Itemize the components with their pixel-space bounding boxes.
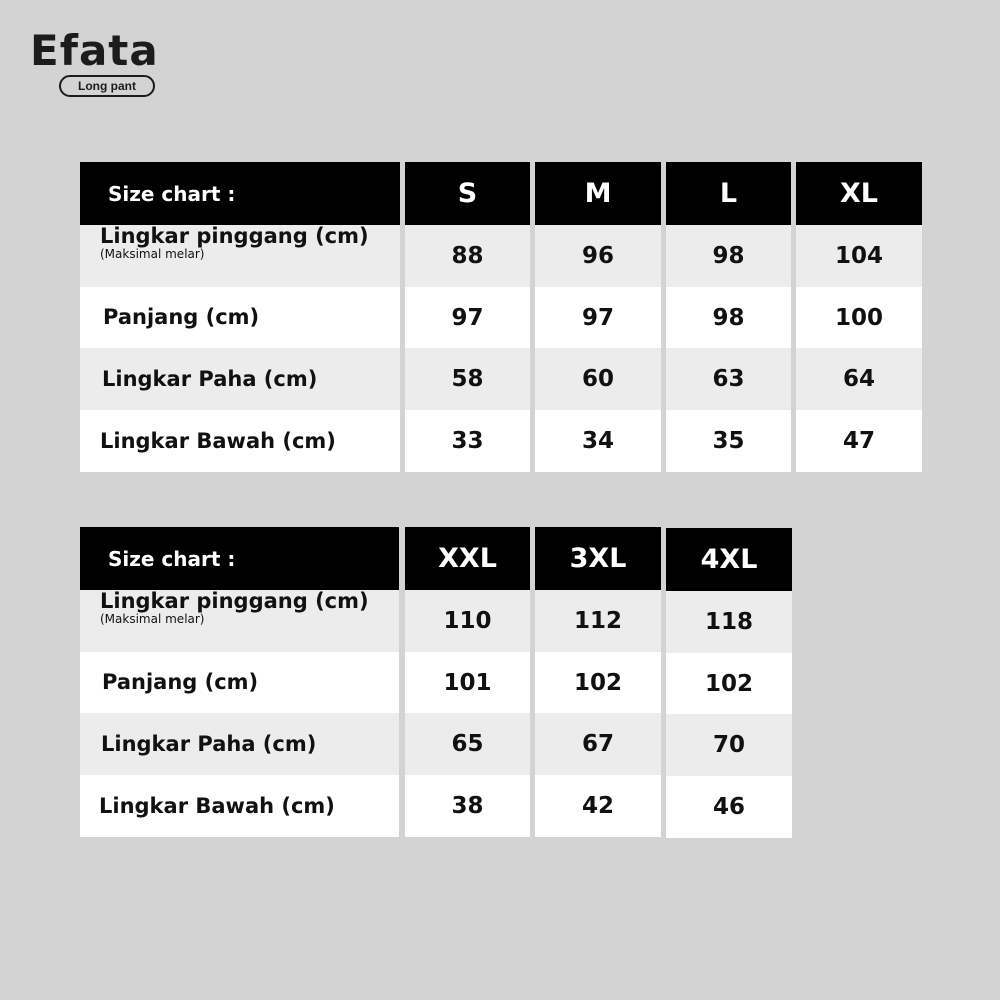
row-label-note: (Maksimal melar) — [100, 612, 205, 626]
row-label-length — [80, 287, 400, 348]
row-label-text: Lingkar pinggang (cm) — [100, 224, 369, 248]
value-cell: 35 — [666, 410, 791, 472]
size-header: S — [405, 162, 530, 225]
value-cell: 38 — [405, 775, 530, 837]
size-header: XXL — [405, 527, 530, 590]
value-cell: 98 — [666, 287, 791, 348]
size-chart-header-label: Size chart : — [80, 162, 400, 225]
value-cell: 96 — [535, 225, 661, 287]
value-cell: 58 — [405, 348, 530, 410]
value-cell: 42 — [535, 775, 661, 837]
row-label-text: Panjang (cm) — [102, 670, 259, 694]
row-label-waist — [80, 225, 400, 287]
value-cell: 97 — [405, 287, 530, 348]
product-badge: Long pant — [59, 75, 155, 97]
value-cell: 70 — [666, 714, 792, 776]
row-label-text: Panjang (cm) — [103, 305, 260, 329]
value-cell: 112 — [535, 590, 661, 652]
value-cell: 102 — [535, 652, 661, 713]
value-cell: 88 — [405, 225, 530, 287]
value-cell: 101 — [405, 652, 530, 713]
row-label-text: Lingkar Bawah (cm) — [100, 428, 336, 453]
size-header: XL — [796, 162, 922, 225]
value-cell: 100 — [796, 287, 922, 348]
size-header: 4XL — [666, 528, 792, 591]
value-cell: 60 — [535, 348, 661, 410]
row-label-text: Lingkar Paha (cm) — [101, 731, 317, 756]
row-label-thigh — [80, 348, 400, 410]
value-cell: 118 — [666, 591, 792, 653]
size-header: L — [666, 162, 791, 225]
row-label-hem — [80, 775, 399, 837]
value-cell: 102 — [666, 653, 792, 714]
value-cell: 63 — [666, 348, 791, 410]
row-label-text: Lingkar Bawah (cm) — [99, 793, 335, 818]
value-cell: 64 — [796, 348, 922, 410]
row-label-hem — [80, 410, 400, 472]
row-label-thigh — [80, 713, 399, 775]
value-cell: 97 — [535, 287, 661, 348]
row-label-waist — [80, 590, 399, 652]
value-cell: 33 — [405, 410, 530, 472]
size-chart-header-label: Size chart : — [80, 527, 399, 590]
value-cell: 67 — [535, 713, 661, 775]
size-header: M — [535, 162, 661, 225]
size-header: 3XL — [535, 527, 661, 590]
row-label-text: Lingkar Paha (cm) — [102, 366, 318, 391]
value-cell: 47 — [796, 410, 922, 472]
brand-logo: Efata — [30, 26, 159, 75]
row-label-note: (Maksimal melar) — [100, 247, 205, 261]
value-cell: 65 — [405, 713, 530, 775]
value-cell: 46 — [666, 776, 792, 838]
value-cell: 34 — [535, 410, 661, 472]
value-cell: 98 — [666, 225, 791, 287]
value-cell: 110 — [405, 590, 530, 652]
row-label-length — [80, 652, 399, 713]
value-cell: 104 — [796, 225, 922, 287]
row-label-text: Lingkar pinggang (cm) — [100, 589, 369, 613]
